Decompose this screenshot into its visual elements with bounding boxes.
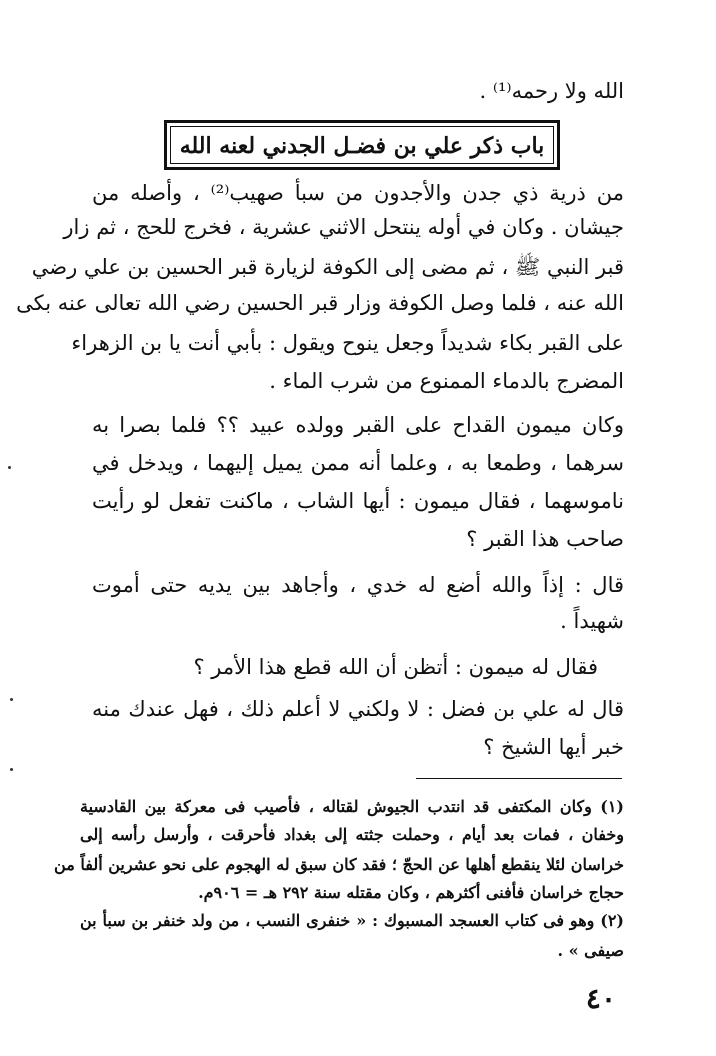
scan-speck bbox=[8, 466, 11, 469]
text-line: فقال له ميمون : أتظن أن الله قطع هذا الأمر ؟ bbox=[193, 655, 598, 679]
text-line: من ذرية ذي جدن والأجدون من سبأ صهيب⁽²⁾ ، وأصله من bbox=[92, 181, 624, 205]
chapter-heading-box bbox=[164, 120, 560, 170]
text-line-continuation: الله ولا رحمه⁽¹⁾ . bbox=[479, 79, 624, 103]
text-line: جيشان . وكان في أوله ينتحل الاثني عشرية ، فخرج للحج ، ثم زار bbox=[63, 215, 624, 239]
text-line: شهيداً . bbox=[560, 609, 624, 633]
text-line: صاحب هذا القبر ؟ bbox=[466, 527, 624, 551]
text-line: قال له علي بن فضل : لا ولكني لا أعلم ذلك ، فهل عندك منه bbox=[92, 697, 624, 721]
footnote-line: وخفان ، فمات بعد أيام ، وحملت جثته إلى بغداد فأحرقت ، وأرسل رأسه إلى bbox=[80, 825, 624, 844]
text-line: الله عنه ، فلما وصل الكوفة وزار قبر الحسين رضي الله تعالى عنه بكى bbox=[16, 291, 624, 315]
page-number: ٤٠ bbox=[585, 982, 616, 1015]
scan-speck bbox=[10, 698, 13, 701]
footnote-line: حجاج خراسان فأفنى أكثرهم ، وكان مقتله سنة ٢٩٢ هـ = ٩٠٦م. bbox=[198, 883, 624, 902]
text-line: وكان ميمون القداح على القبر وولده عبيد ؟؟ فلما بصرا به bbox=[92, 413, 624, 437]
footnote-line: (١) وكان المكتفى قد انتدب الجيوش لقتاله ، فأصيب فى معركة بين القادسية bbox=[80, 797, 624, 816]
footnote-line: خراسان لئلا ينقطع أهلها عن الحجّ ؛ فقد كان سبق له الهجوم على نحو عشرين ألفاً من bbox=[54, 855, 624, 874]
text-line: قبر النبي ﷺ ، ثم مضى إلى الكوفة لزيارة قبر الحسين بن علي رضي bbox=[31, 255, 624, 279]
text-line: قال : إذاً والله أضع له خدي ، وأجاهد بين يديه حتى أموت bbox=[92, 573, 624, 597]
text-line: ناموسهما ، فقال ميمون : أيها الشاب ، ماكنت تفعل لو رأيت bbox=[92, 489, 624, 513]
text-line: سرهما ، وطمعا به ، وعلما أنه ممن يميل إليهما ، ويدخل في bbox=[92, 451, 624, 475]
footnote-divider bbox=[416, 778, 622, 779]
scan-speck bbox=[10, 768, 13, 771]
text-line: خبر أيها الشيخ ؟ bbox=[483, 735, 624, 759]
text-line: على القبر بكاء شديداً وجعل ينوح ويقول : بأبي أنت يا بن الزهراء bbox=[71, 331, 624, 355]
text-line: المضرج بالدماء الممنوع من شرب الماء . bbox=[269, 369, 624, 393]
footnote-line: (٢) وهو فى كتاب العسجد المسبوك : « خنفرى النسب ، من ولد خنفر بن سبأ بن bbox=[80, 911, 624, 930]
chapter-heading: باب ذكر علي بن فضـل الجدني لعنه الله bbox=[179, 133, 545, 159]
footnote-line: صيفى » . bbox=[557, 941, 624, 960]
